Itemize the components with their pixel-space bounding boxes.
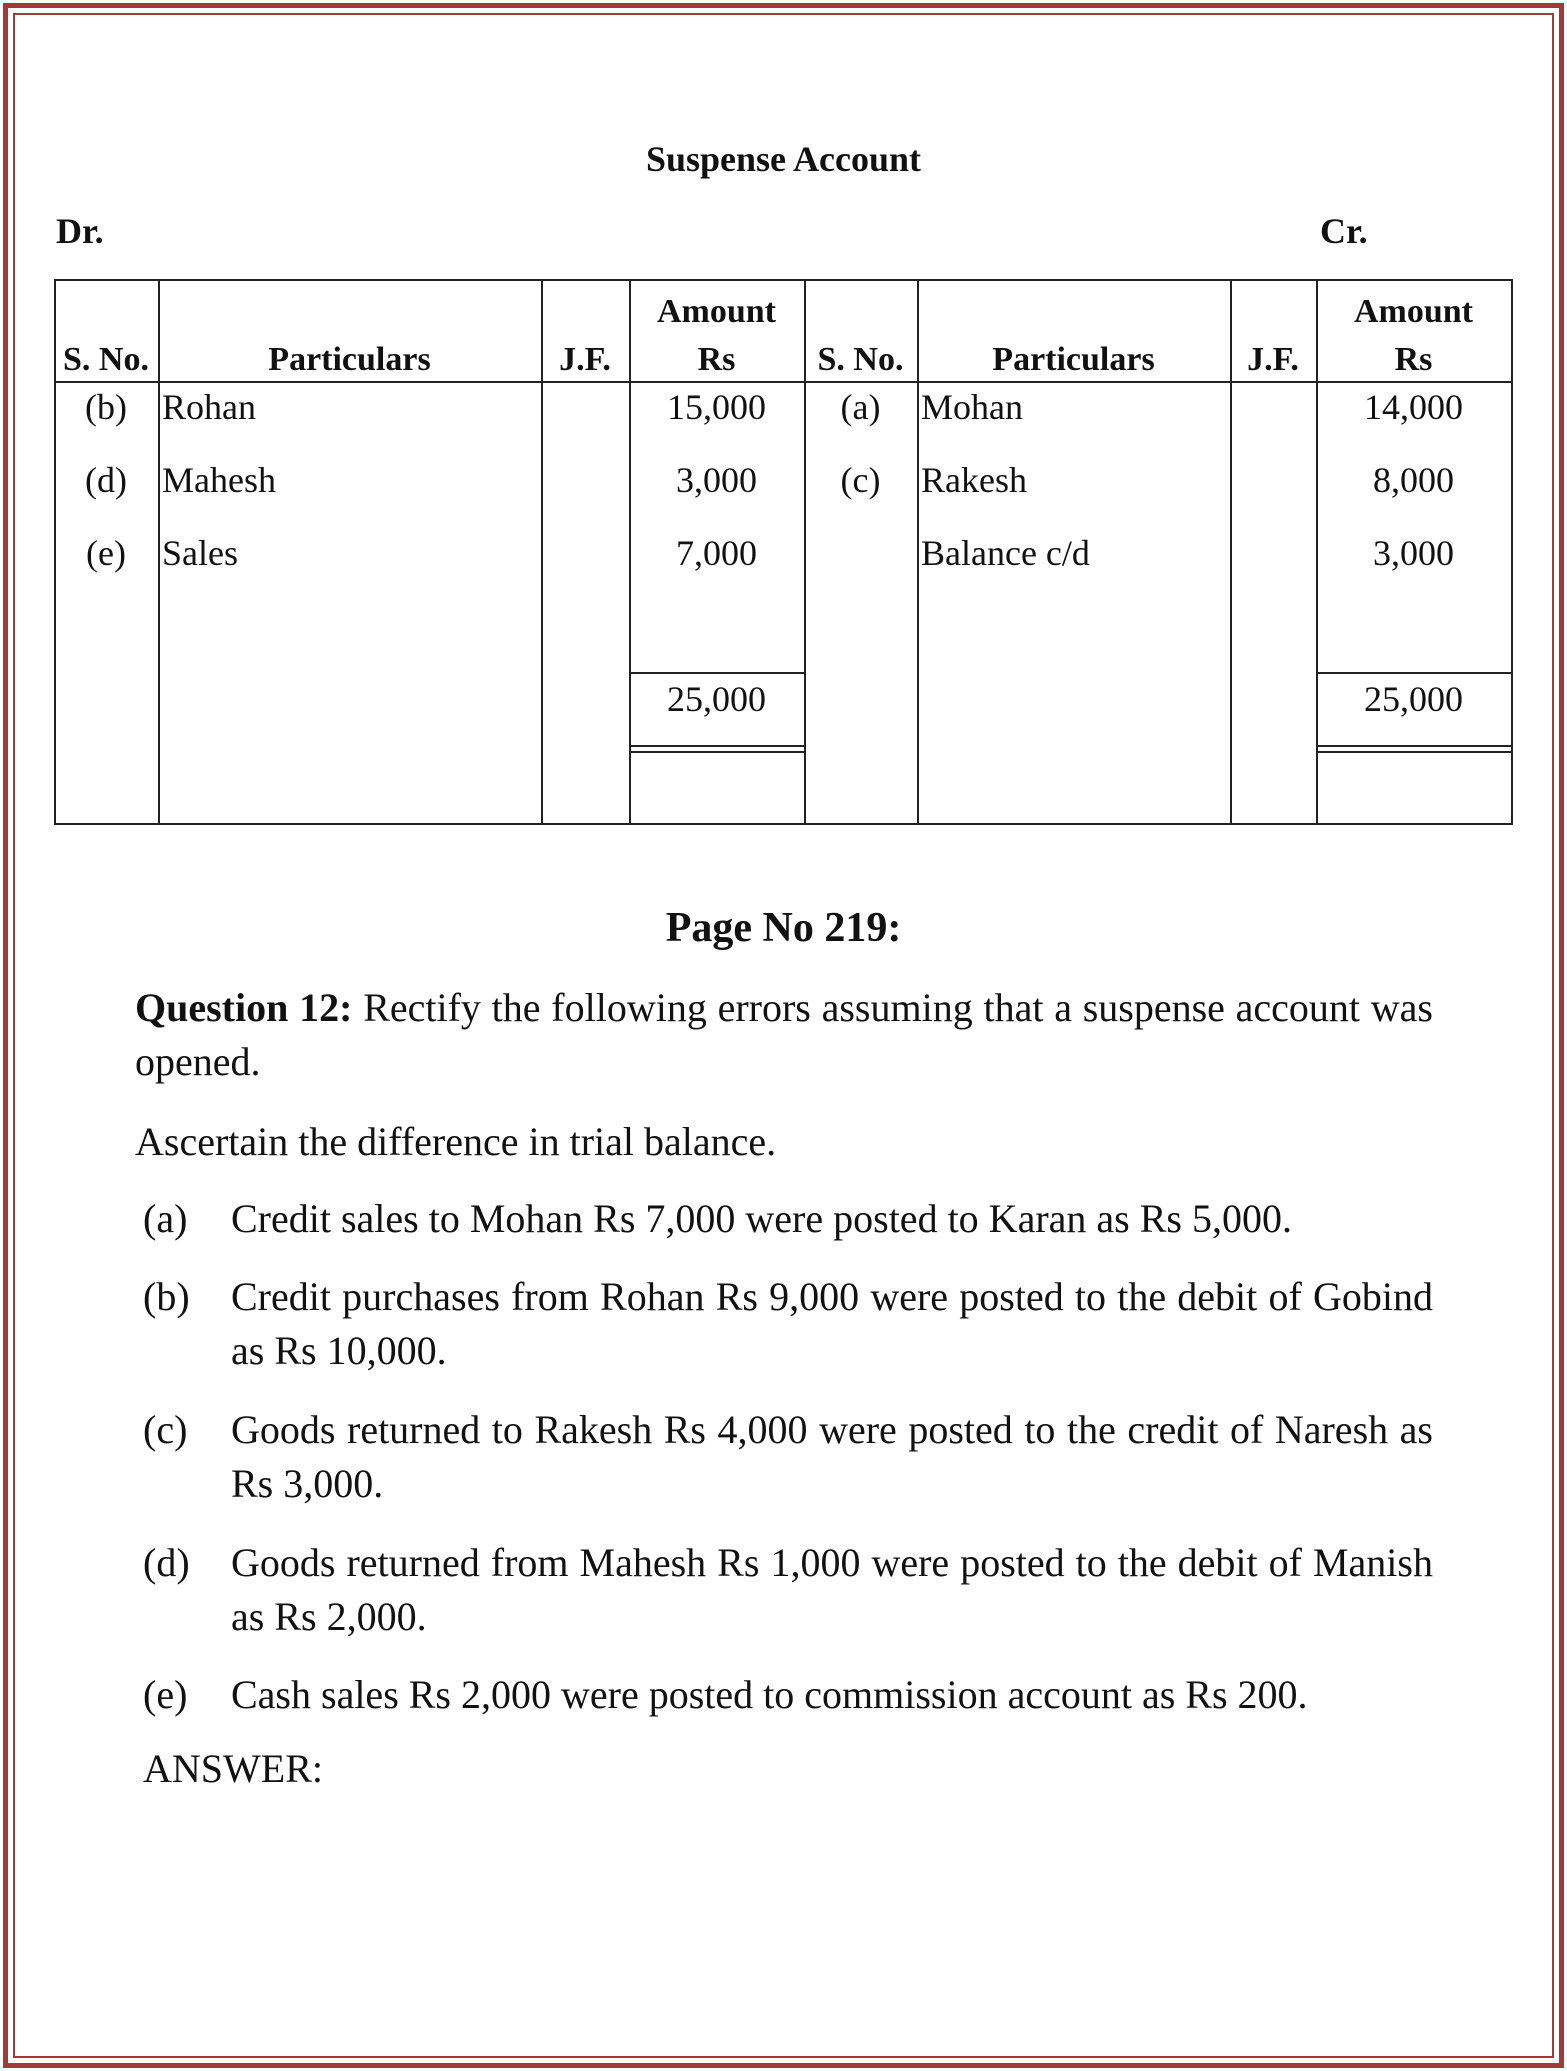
ledger-border-bottom [54,823,1513,825]
debit-row-particulars: Mahesh [162,460,276,500]
debit-total: 25,000 [667,679,766,719]
credit-row-sno: (a) [840,387,881,427]
item-text: Credit sales to Mohan Rs 7,000 were posted to Karan as Rs 5,000. [231,1196,1292,1241]
list-item [143,1270,1433,1378]
debit-row-particulars: Rohan [162,387,256,427]
credit-row-particulars: Mohan [921,387,1023,427]
debit-row-sno: (d) [85,460,127,500]
list-item [143,1668,1433,1722]
page-number: Page No 219: [665,905,902,951]
debit-row-sno: (b) [85,387,127,427]
debit-label: Dr. [56,211,104,251]
credit-total-double-rule [1316,751,1511,753]
credit-row-amount: 8,000 [1373,460,1454,500]
question-text: Rectify the following errors assuming that a suspense account was opened. [135,985,1433,1084]
debit-row-sno: (e) [86,533,126,573]
header-particulars-debit: Particulars [268,341,431,378]
credit-label: Cr. [1320,211,1368,251]
header-jf-debit: J.F. [559,341,611,378]
credit-row-amount: 14,000 [1364,387,1463,427]
debit-row-amount: 3,000 [676,460,757,500]
item-text: Goods returned from Mahesh Rs 1,000 were posted to the debit of Manish as Rs 2,000. [231,1540,1433,1639]
credit-row-particulars: Rakesh [921,460,1027,500]
question-subtext: Ascertain the difference in trial balance. [135,1119,777,1164]
list-item [143,1403,1433,1511]
question-label: Question 12: [135,985,353,1030]
debit-row-amount: 7,000 [676,533,757,573]
credit-row-amount: 3,000 [1373,533,1454,573]
debit-total-double-rule [629,751,804,753]
debit-row-particulars: Sales [162,533,238,573]
credit-total-double-rule [1316,745,1511,747]
item-label: (b) [143,1274,190,1319]
header-amount-debit: Amount [656,293,777,330]
header-rs-credit: Rs [1394,341,1433,378]
header-divider [54,381,1513,383]
item-text: Cash sales Rs 2,000 were posted to commission account as Rs 200. [231,1672,1308,1717]
header-amount-credit: Amount [1353,293,1474,330]
header-jf-credit: J.F. [1247,341,1299,378]
item-text: Goods returned to Rakesh Rs 4,000 were posted to the credit of Naresh as Rs 3,000. [231,1407,1433,1506]
debit-total-rule [629,672,804,674]
credit-total-rule [1316,672,1511,674]
debit-total-double-rule [629,745,804,747]
item-text: Credit purchases from Rohan Rs 9,000 were posted to the debit of Gobind as Rs 10,000. [231,1274,1433,1373]
header-particulars-credit: Particulars [992,341,1155,378]
list-item [143,1192,1433,1246]
ledger-border-right [1511,279,1513,825]
question-statement [135,981,1433,1089]
credit-row-sno: (c) [840,460,881,500]
credit-total: 25,000 [1364,679,1463,719]
account-title: Suspense Account [645,139,922,179]
item-label: (e) [143,1672,188,1717]
header-sno-credit: S. No. [817,341,904,378]
item-label: (a) [143,1196,188,1241]
debit-row-amount: 15,000 [667,387,766,427]
item-label: (d) [143,1540,190,1585]
header-rs-debit: Rs [697,341,736,378]
credit-row-particulars: Balance c/d [921,533,1090,573]
header-sno-debit: S. No. [63,341,149,378]
suspense-ledger-table [54,279,1513,825]
item-label: (c) [143,1407,188,1452]
list-item [143,1536,1433,1644]
ledger-border-top [54,279,1513,281]
answer-label: ANSWER: [143,1746,323,1791]
